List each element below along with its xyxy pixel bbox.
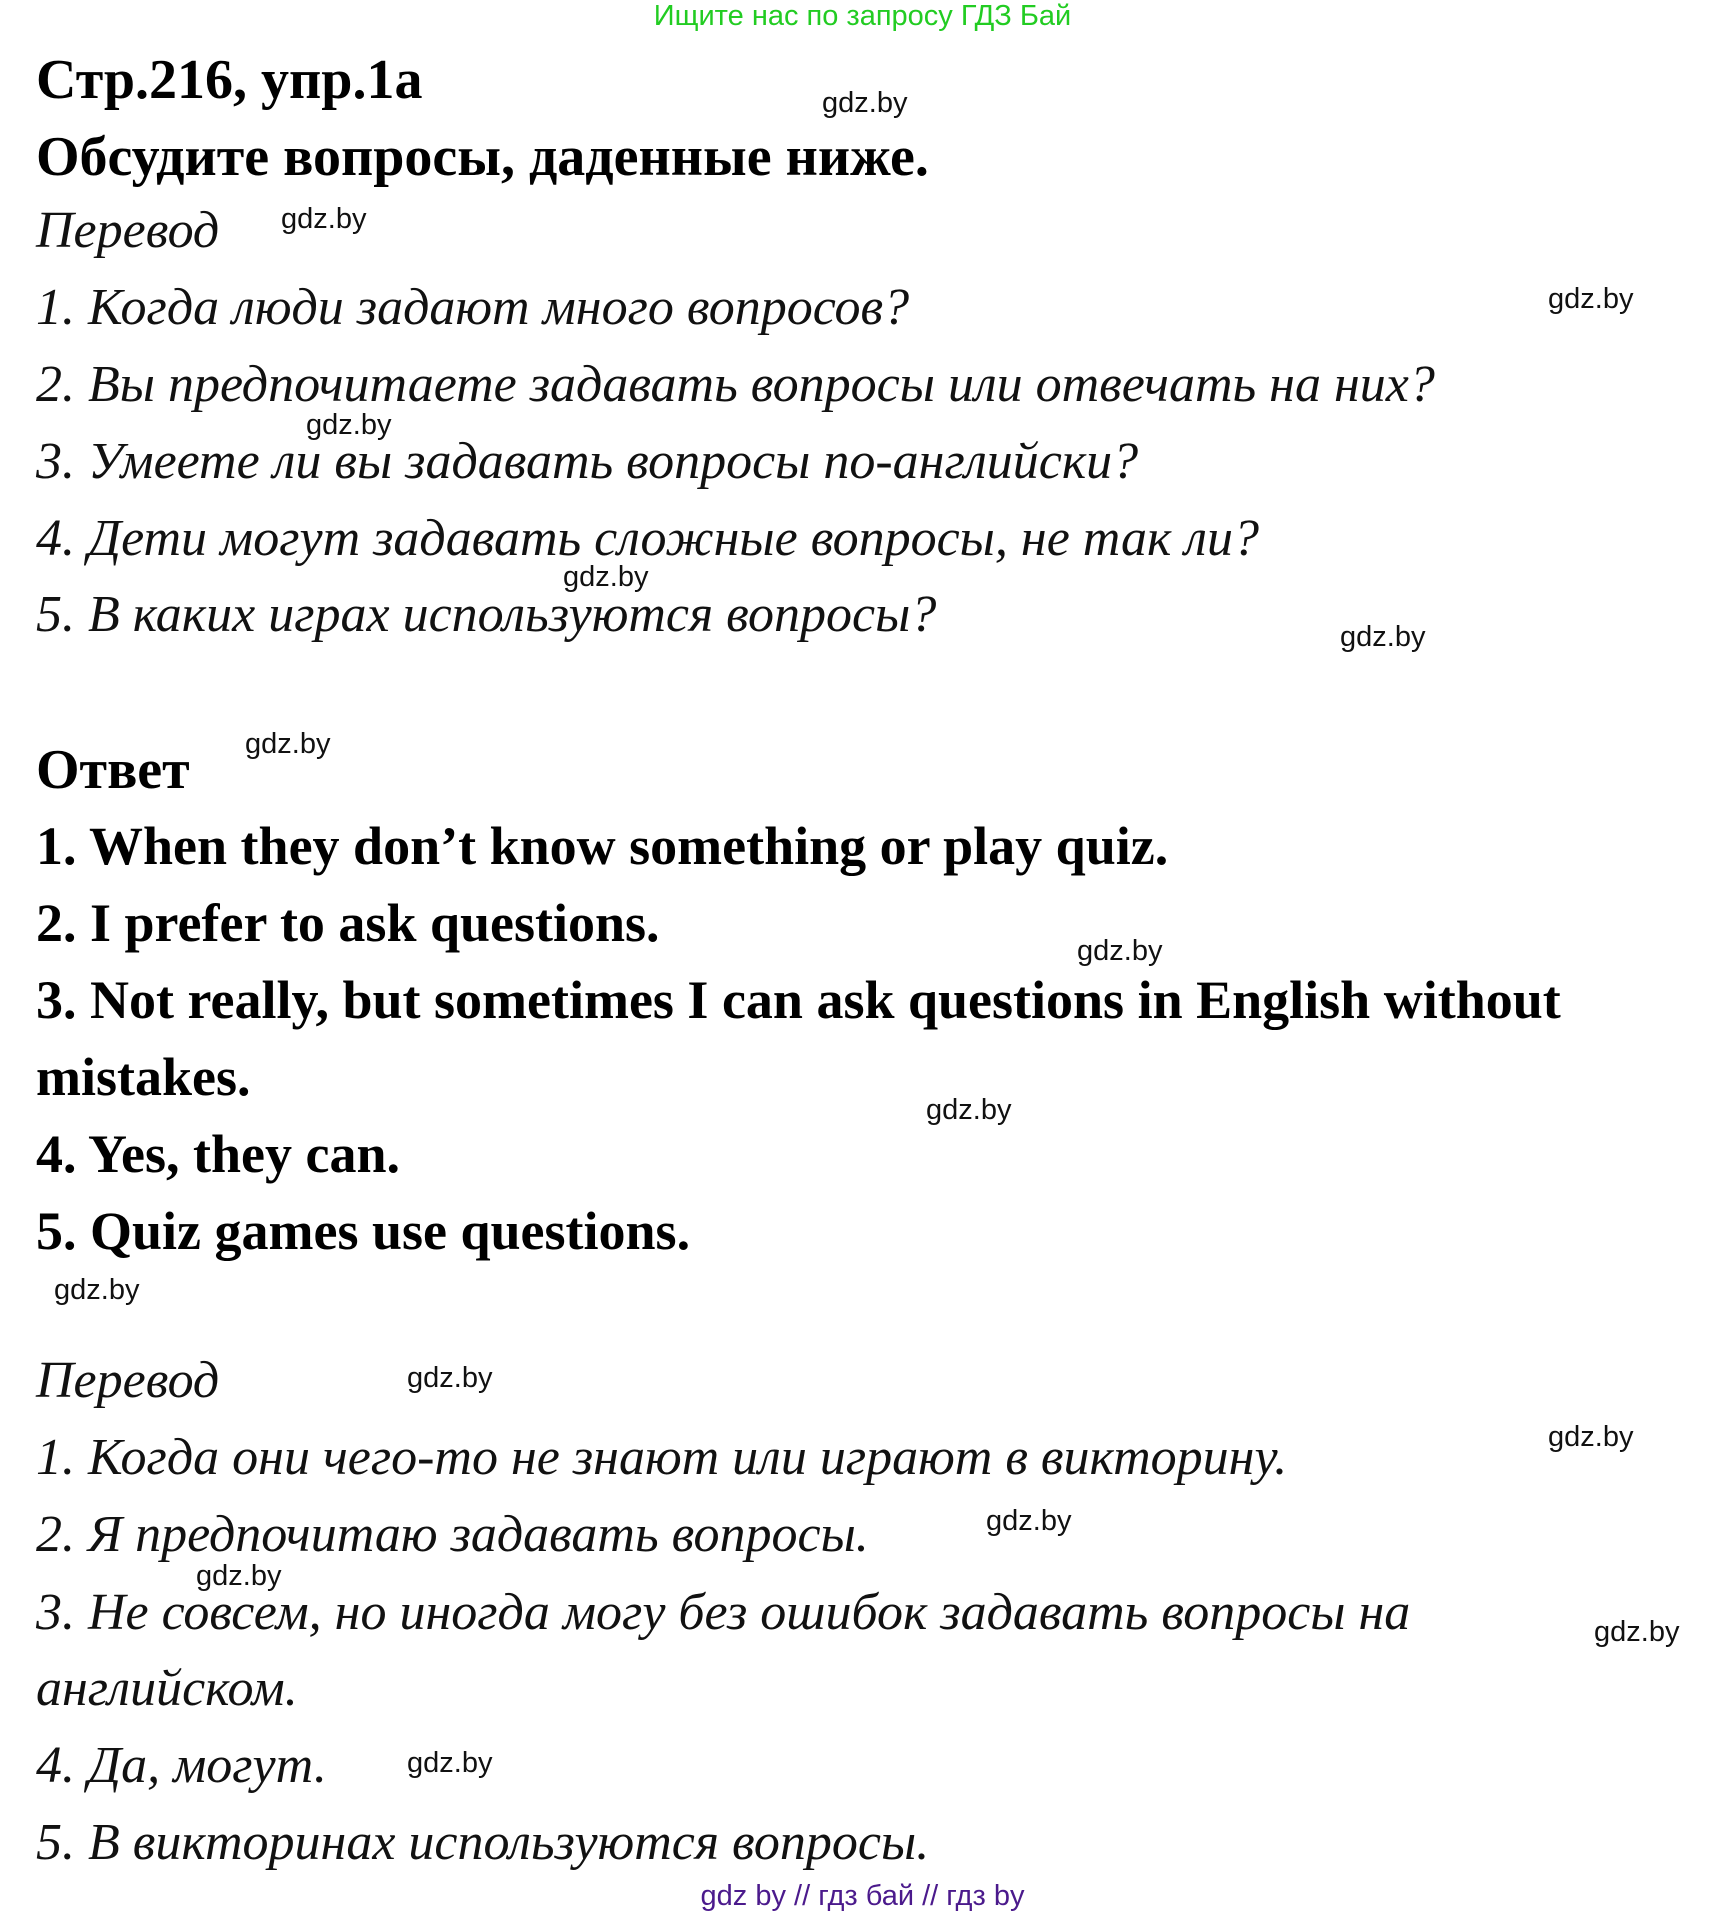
answer-en: mistakes. bbox=[36, 1047, 251, 1107]
answer-en: 5. Quiz games use questions. bbox=[36, 1201, 691, 1261]
question-ru: 1. Когда люди задают много вопросов? bbox=[36, 279, 910, 336]
watermark: gdz.by bbox=[822, 87, 908, 119]
watermark: gdz.by bbox=[54, 1274, 140, 1306]
answer-ru: 2. Я предпочитаю задавать вопросы. bbox=[36, 1506, 869, 1563]
answer-ru: 3. Не совсем, но иногда могу без ошибок задавать вопросы на bbox=[36, 1584, 1411, 1641]
watermark: gdz.by bbox=[407, 1362, 493, 1394]
watermark: gdz.by bbox=[306, 409, 392, 441]
watermark: gdz.by bbox=[1594, 1616, 1680, 1648]
answer-ru: 1. Когда они чего-то не знают или играют в викторину. bbox=[36, 1429, 1288, 1486]
page-heading: Стр.216, упр.1а bbox=[36, 49, 423, 111]
search-banner: Ищите нас по запросу ГДЗ Бай bbox=[653, 0, 1072, 32]
task-title: Обсудите вопросы, даденные ниже. bbox=[36, 126, 929, 188]
answer-ru: английском. bbox=[36, 1660, 298, 1717]
translation-label: Перевод bbox=[36, 202, 220, 259]
watermark: gdz.by bbox=[196, 1560, 282, 1592]
watermark: gdz.by bbox=[926, 1094, 1012, 1126]
answer-ru: 5. В викторинах используются вопросы. bbox=[36, 1814, 930, 1871]
watermark: gdz.by bbox=[986, 1505, 1072, 1537]
watermark: gdz.by bbox=[1340, 621, 1426, 653]
answer-en: 3. Not really, but sometimes I can ask questions in English without bbox=[36, 970, 1561, 1030]
answer-en: 2. I prefer to ask questions. bbox=[36, 893, 660, 953]
watermark: gdz.by bbox=[563, 561, 649, 593]
translation-label-2: Перевод bbox=[36, 1352, 220, 1409]
answer-label: Ответ bbox=[36, 739, 190, 801]
watermark: gdz.by bbox=[281, 203, 367, 235]
watermark: gdz.by bbox=[245, 728, 331, 760]
watermark: gdz.by bbox=[407, 1747, 493, 1779]
question-ru: 5. В каких играх используются вопросы? bbox=[36, 586, 937, 643]
question-ru: 4. Дети могут задавать сложные вопросы, не так ли? bbox=[36, 510, 1259, 567]
footer-links: gdz by // гдз бай // гдз by bbox=[700, 1880, 1025, 1912]
watermark: gdz.by bbox=[1548, 1421, 1634, 1453]
answer-en: 1. When they don’t know something or play quiz. bbox=[36, 816, 1169, 876]
question-ru: 3. Умеете ли вы задавать вопросы по-английски? bbox=[36, 433, 1139, 490]
watermark: gdz.by bbox=[1077, 935, 1163, 967]
question-ru: 2. Вы предпочитаете задавать вопросы или отвечать на них? bbox=[36, 356, 1435, 413]
watermark: gdz.by bbox=[1548, 283, 1634, 315]
answer-ru: 4. Да, могут. bbox=[36, 1737, 327, 1794]
answer-en: 4. Yes, they can. bbox=[36, 1124, 400, 1184]
